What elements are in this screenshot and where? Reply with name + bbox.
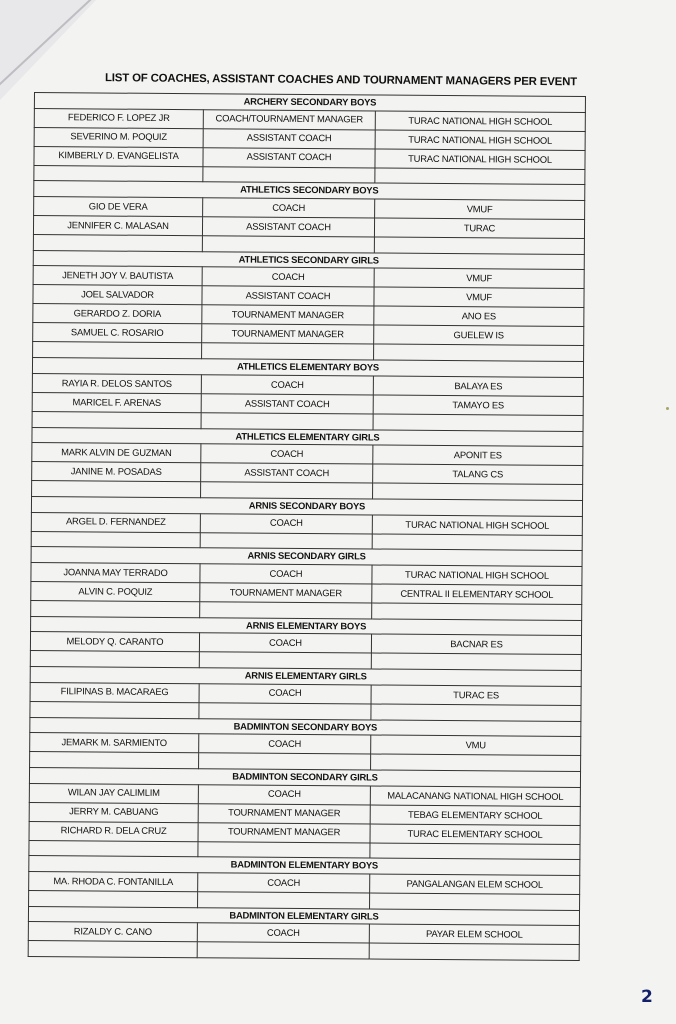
- role-cell: [202, 343, 374, 360]
- school-cell: [372, 603, 582, 620]
- school-cell: PAYAR ELEM SCHOOL: [369, 924, 579, 945]
- event-name: ATHLETICS SECONDARY GIRLS: [33, 250, 584, 270]
- role-cell: COACH: [201, 444, 373, 464]
- school-cell: TURAC NATIONAL HIGH SCHOOL: [375, 130, 585, 151]
- school-cell: TAMAYO ES: [373, 395, 583, 416]
- name-cell: JOEL SALVADOR: [33, 285, 202, 305]
- school-cell: [374, 344, 584, 361]
- school-cell: TURAC: [374, 218, 584, 239]
- role-cell: COACH: [200, 564, 372, 584]
- school-cell: TURAC ES: [371, 685, 581, 706]
- role-cell: ASSISTANT COACH: [203, 128, 375, 148]
- role-cell: TOURNAMENT MANAGER: [200, 583, 372, 603]
- role-cell: [199, 652, 371, 669]
- school-cell: [374, 237, 584, 254]
- role-cell: [199, 703, 371, 720]
- name-cell: GIO DE VERA: [34, 197, 203, 217]
- school-cell: [373, 414, 583, 431]
- school-cell: TURAC NATIONAL HIGH SCHOOL: [375, 149, 585, 170]
- school-cell: VMU: [371, 735, 581, 756]
- name-cell: [28, 941, 197, 958]
- role-cell: ASSISTANT COACH: [201, 463, 373, 483]
- school-cell: VMUF: [375, 199, 585, 220]
- event-name: ARNIS SECONDARY GIRLS: [31, 547, 582, 567]
- name-cell: RICHARD R. DELA CRUZ: [29, 821, 198, 841]
- event-name: ARNIS ELEMENTARY BOYS: [31, 616, 582, 636]
- school-cell: [371, 653, 581, 670]
- event-name: ARNIS ELEMENTARY GIRLS: [30, 667, 581, 687]
- event-name: BADMINTON SECONDARY BOYS: [30, 717, 581, 737]
- table-row: [28, 941, 579, 961]
- school-cell: [372, 534, 582, 551]
- name-cell: [32, 481, 201, 498]
- role-cell: COACH: [200, 513, 372, 533]
- role-cell: [198, 892, 370, 909]
- name-cell: ALVIN C. POQUIZ: [31, 582, 200, 602]
- role-cell: COACH: [199, 734, 371, 754]
- role-cell: [200, 602, 372, 619]
- name-cell: MELODY Q. CARANTO: [30, 632, 199, 652]
- role-cell: TOURNAMENT MANAGER: [202, 305, 374, 325]
- role-cell: [200, 532, 372, 549]
- name-cell: ARGEL D. FERNANDEZ: [31, 512, 200, 532]
- role-cell: TOURNAMENT MANAGER: [198, 803, 370, 823]
- name-cell: [29, 840, 198, 857]
- school-cell: BACNAR ES: [371, 634, 581, 655]
- role-cell: [199, 753, 371, 770]
- name-cell: [34, 165, 203, 182]
- role-cell: COACH: [202, 267, 374, 287]
- name-cell: SEVERINO M. POQUIZ: [34, 127, 203, 147]
- role-cell: COACH: [198, 873, 370, 893]
- name-cell: JOANNA MAY TERRADO: [31, 563, 200, 583]
- role-cell: ASSISTANT COACH: [202, 286, 374, 306]
- school-cell: APONIT ES: [373, 445, 583, 466]
- school-cell: ANO ES: [374, 306, 584, 327]
- role-cell: [201, 482, 373, 499]
- school-cell: VMUF: [374, 268, 584, 289]
- name-cell: [32, 411, 201, 428]
- role-cell: TOURNAMENT MANAGER: [198, 822, 370, 842]
- role-cell: [202, 236, 374, 253]
- role-cell: [198, 841, 370, 858]
- school-cell: TURAC NATIONAL HIGH SCHOOL: [372, 515, 582, 536]
- role-cell: COACH: [203, 198, 375, 218]
- school-cell: [371, 704, 581, 721]
- role-cell: COACH/TOURNAMENT MANAGER: [203, 109, 375, 129]
- role-cell: [197, 942, 369, 959]
- name-cell: [33, 235, 202, 252]
- name-cell: JENNIFER C. MALASAN: [33, 216, 202, 236]
- event-name: ARCHERY SECONDARY BOYS: [34, 93, 585, 113]
- event-name: BADMINTON ELEMENTARY GIRLS: [28, 906, 579, 926]
- name-cell: [30, 752, 199, 769]
- roster-sheet: [28, 92, 586, 961]
- name-cell: MARK ALVIN DE GUZMAN: [32, 443, 201, 463]
- school-cell: TALANG CS: [373, 464, 583, 485]
- name-cell: JERRY M. CABUANG: [29, 802, 198, 822]
- school-cell: PANGALANGAN ELEM SCHOOL: [370, 874, 580, 895]
- roster-table-body: [28, 93, 585, 961]
- school-cell: [371, 754, 581, 771]
- name-cell: RAYIA R. DELOS SANTOS: [32, 373, 201, 393]
- role-cell: COACH: [201, 375, 373, 395]
- paper-speck: [666, 407, 669, 410]
- school-cell: BALAYA ES: [373, 376, 583, 397]
- role-cell: [203, 166, 375, 183]
- folded-corner: [0, 0, 96, 100]
- school-cell: GUELEW IS: [374, 325, 584, 346]
- name-cell: MA. RHODA C. FONTANILLA: [29, 871, 198, 891]
- school-cell: [375, 168, 585, 185]
- name-cell: [31, 601, 200, 618]
- event-name: ATHLETICS ELEMENTARY BOYS: [32, 358, 583, 378]
- role-cell: COACH: [197, 923, 369, 943]
- school-cell: [370, 843, 580, 860]
- name-cell: [29, 890, 198, 907]
- name-cell: WILAN JAY CALIMLIM: [29, 783, 198, 803]
- document-title: LIST OF COACHES, ASSISTANT COACHES AND TOURNAMENT MANAGERS PER EVENT: [104, 72, 578, 89]
- name-cell: GERARDO Z. DORIA: [33, 304, 202, 324]
- name-cell: RIZALDY C. CANO: [28, 922, 197, 942]
- name-cell: JANINE M. POSADAS: [32, 462, 201, 482]
- school-cell: TEBAG ELEMENTARY SCHOOL: [370, 805, 580, 826]
- name-cell: MARICEL F. ARENAS: [32, 392, 201, 412]
- role-cell: COACH: [198, 784, 370, 804]
- event-name: ARNIS SECONDARY BOYS: [31, 496, 582, 516]
- name-cell: JEMARK M. SARMIENTO: [30, 733, 199, 753]
- name-cell: [30, 701, 199, 718]
- page-number: 2: [641, 987, 653, 1007]
- name-cell: JENETH JOY V. BAUTISTA: [33, 266, 202, 286]
- school-cell: TURAC ELEMENTARY SCHOOL: [370, 824, 580, 845]
- school-cell: [369, 943, 579, 960]
- name-cell: [31, 531, 200, 548]
- school-cell: [373, 483, 583, 500]
- name-cell: KIMBERLY D. EVANGELISTA: [34, 146, 203, 166]
- school-cell: MALACANANG NATIONAL HIGH SCHOOL: [370, 786, 580, 807]
- role-cell: COACH: [199, 633, 371, 653]
- role-cell: [201, 413, 373, 430]
- role-cell: TOURNAMENT MANAGER: [202, 324, 374, 344]
- school-cell: VMUF: [374, 287, 584, 308]
- event-name: ATHLETICS ELEMENTARY GIRLS: [32, 427, 583, 447]
- role-cell: ASSISTANT COACH: [201, 394, 373, 414]
- name-cell: [30, 651, 199, 668]
- school-cell: CENTRAL II ELEMENTARY SCHOOL: [372, 584, 582, 605]
- name-cell: SAMUEL C. ROSARIO: [33, 323, 202, 343]
- role-cell: ASSISTANT COACH: [203, 147, 375, 167]
- name-cell: FILIPINAS B. MACARAEG: [30, 682, 199, 702]
- school-cell: [370, 893, 580, 910]
- name-cell: FEDERICO F. LOPEZ JR: [34, 108, 203, 128]
- role-cell: ASSISTANT COACH: [202, 217, 374, 237]
- event-name: BADMINTON SECONDARY GIRLS: [29, 767, 580, 787]
- role-cell: COACH: [199, 684, 371, 704]
- school-cell: TURAC NATIONAL HIGH SCHOOL: [375, 111, 585, 132]
- roster-table: [28, 92, 586, 961]
- event-name: ATHLETICS SECONDARY BOYS: [34, 181, 585, 201]
- event-name: BADMINTON ELEMENTARY BOYS: [29, 856, 580, 876]
- name-cell: [33, 342, 202, 359]
- school-cell: TURAC NATIONAL HIGH SCHOOL: [372, 565, 582, 586]
